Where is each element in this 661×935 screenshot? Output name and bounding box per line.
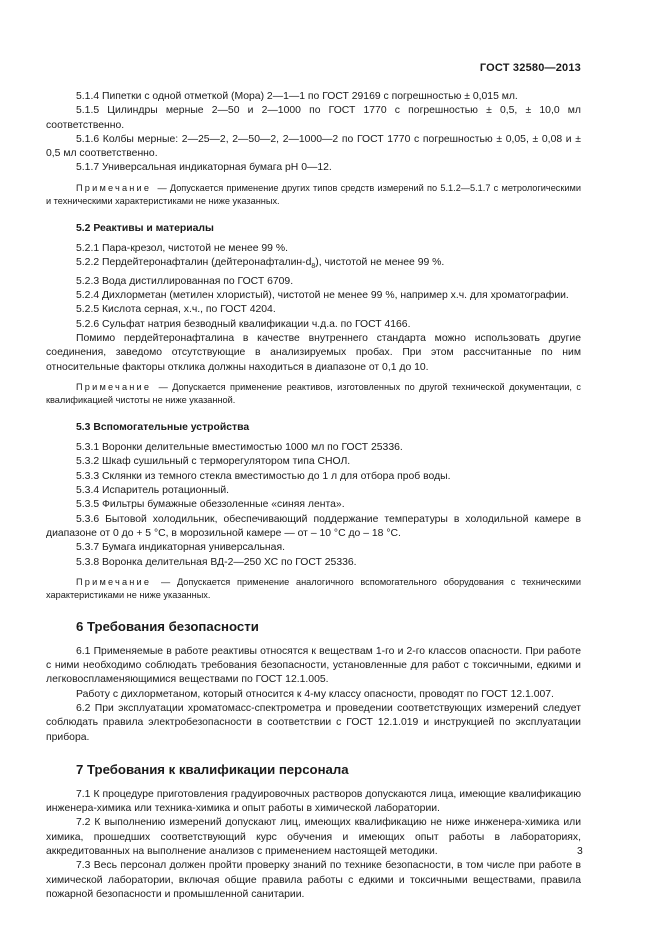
para-5-3-3: 5.3.3 Склянки из темного стекла вместимостью до 1 л для отбора проб воды. <box>76 470 451 482</box>
para-5-3-5: 5.3.5 Фильтры бумажные обеззоленные «синяя лента». <box>76 499 345 511</box>
note-5-1 <box>46 182 581 208</box>
para-7-1: 7.1 К процедуре приготовления градуировочных растворов допускаются лица, имеющие квалификацию инженера-химика или техника-химика и опыт работы в химической лаборатории. <box>46 788 581 815</box>
note-text: — Допускается применение реактивов, изготовленных по другой технической документации, с квалификацией чистоты не ниже указанной. <box>46 381 581 405</box>
para-5-3-8: 5.3.8 Воронка делительная ВД-2—250 ХС по ГОСТ 25336. <box>76 556 357 568</box>
para-5-2-2-tail: ), чистотой не менее 99 %. <box>315 257 445 269</box>
para-5-3-6: 5.3.6 Бытовой холодильник, обеспечивающий поддержание температуры в холодильной камере в диапазоне от 0 до + 5 °С, в морозильной камере — от – 10 °С до – 18 °С. <box>46 513 581 539</box>
note-5-3 <box>46 576 581 602</box>
para-7-3: 7.3 Весь персонал должен пройти проверку знаний по технике безопасности, в том числе при работе в химической лаборатории, включая общие правила работы с едкими и токсичными веществами, правила пожарной безопасности и промышленной санитарии. <box>46 860 581 900</box>
note-label: Примечание <box>76 576 152 587</box>
heading-section-7: 7 Требования к квалификации персонала <box>76 761 349 777</box>
para-5-2-2 <box>46 256 581 274</box>
note-5-2 <box>46 381 581 407</box>
para-5-3-4: 5.3.4 Испаритель ротационный. <box>76 485 230 497</box>
para-5-2-1: 5.2.1 Пара-крезол, чистотой не менее 99 %. <box>76 243 288 255</box>
heading-section-6: 6 Требования безопасности <box>76 618 259 634</box>
para-6-1: 6.1 Применяемые в работе реактивы относятся к веществам 1-го и 2-го классов опасности. При работе с ними необходимо соблюдать требования безопасности, установленные для работ с токсичными, едкими и легковоспламеняющимися веществами по ГОСТ 12.1.005. <box>46 645 581 686</box>
para-6-2: 6.2 При эксплуатации хроматомасс-спектрометра и проведении соответствующих измерений следует соблюдать правила электробезопасности в соответствии с ГОСТ 12.1.019 и инструкцией по эксплуатации прибора. <box>46 702 581 743</box>
para-7-2: 7.2 К выполнению измерений допускают лиц, имеющих квалификацию не ниже инженера-химика или химика, прошедших соответствующий курс обучения и имеющих опыт работы в лабораториях, аккредитованных на выполнение анализов с применением настоящей методики. <box>46 817 581 858</box>
para-5-2-2-text: 5.2.2 Пердейтеронафталин (дейтеронафталин-d <box>76 257 312 269</box>
para-5-3-7: 5.3.7 Бумага индикаторная универсальная. <box>76 542 285 554</box>
note-text: — Допускается применение других типов средств измерений по 5.1.2—5.1.7 с метрологическими и техническими характеристиками не ниже указанных. <box>46 182 581 206</box>
para-5-2-7: Помимо пердейтеронафталина в качестве внутреннего стандарта можно использовать другие соединения, заведомо отсутствующие в анализируемых пробах. При этом рассчитанные по ним относительные факторы отклика должны находиться в диапазоне от 0,1 до 10. <box>46 332 581 373</box>
para-5-1-7: 5.1.7 Универсальная индикаторная бумага рН 0—12. <box>76 162 332 174</box>
note-label: Примечание <box>76 381 152 392</box>
para-5-2-3: 5.2.3 Вода дистиллированная по ГОСТ 6709. <box>76 275 294 287</box>
para-5-3-2: 5.3.2 Шкаф сушильный с терморегулятором типа СНОЛ. <box>76 456 351 468</box>
para-5-2-6: 5.2.6 Сульфат натрия безводный квалификации ч.д.а. по ГОСТ 4166. <box>76 318 411 330</box>
subscript: 8 <box>311 263 316 271</box>
document-code: ГОСТ 32580—2013 <box>479 62 581 74</box>
page-content <box>46 90 581 902</box>
note-text: — Допускается применение аналогичного вспомогательного оборудования с техническими характеристиками не ниже указанных. <box>46 576 581 600</box>
heading-5-3: 5.3 Вспомогательные устройства <box>76 421 250 433</box>
para-6-1-2: Работу с дихлорметаном, который относится к 4-му классу опасности, проводят по ГОСТ 12.1.007. <box>76 688 554 700</box>
heading-5-2: 5.2 Реактивы и материалы <box>76 222 214 234</box>
para-5-3-1: 5.3.1 Воронки делительные вместимостью 1000 мл по ГОСТ 25336. <box>76 442 403 454</box>
para-5-2-4: 5.2.4 Дихлорметан (метилен хлористый), чистотой не менее 99 %, например х.ч. для хроматографии. <box>76 290 569 302</box>
page-number: 3 <box>577 846 583 857</box>
para-5-1-5: 5.1.5 Цилиндры мерные 2—50 и 2—1000 по ГОСТ 1770 с погрешностью ± 0,5, ± 10,0 мл соответственно. <box>46 105 581 131</box>
para-5-1-4: 5.1.4 Пипетки с одной отметкой (Мора) 2—1—1 по ГОСТ 29169 с погрешностью ± 0,015 мл. <box>76 91 518 102</box>
para-5-2-5: 5.2.5 Кислота серная, х.ч., по ГОСТ 4204. <box>76 304 276 316</box>
note-label: Примечание <box>76 182 152 193</box>
para-5-1-6: 5.1.6 Колбы мерные: 2—25—2, 2—50—2, 2—1000—2 по ГОСТ 1770 с погрешностью ± 0,05, ± 0,08 и ± 0,5 мл соответственно. <box>46 133 581 160</box>
